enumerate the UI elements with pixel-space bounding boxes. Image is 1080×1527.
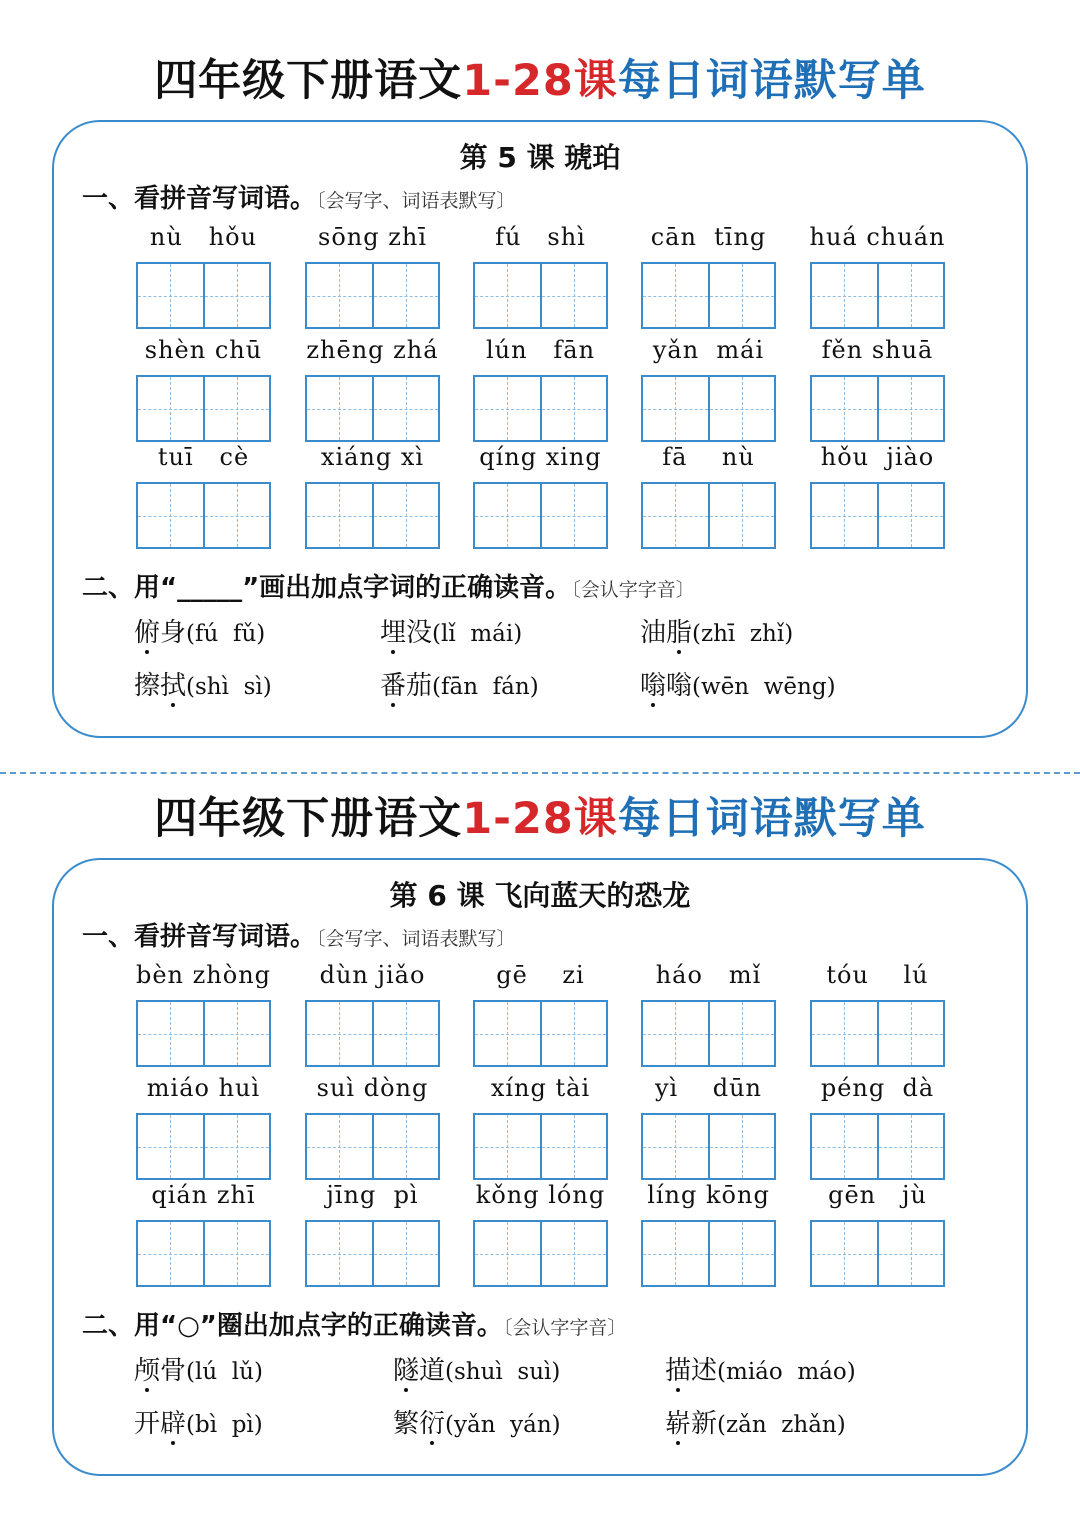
pinyin-label: miáo huì <box>146 1074 261 1102</box>
writing-grid[interactable] <box>810 375 945 442</box>
reading-choice-item[interactable] <box>393 1354 560 1389</box>
reading-options: (lú lǔ) <box>186 1359 263 1385</box>
writing-grid[interactable] <box>810 1113 945 1180</box>
reading-options: (miáo máo) <box>717 1359 856 1385</box>
character-box[interactable] <box>372 1002 439 1065</box>
character-box[interactable] <box>138 264 203 327</box>
dotted-char: 辟 <box>160 1409 187 1439</box>
writing-grid[interactable] <box>810 482 945 549</box>
reading-choice-item[interactable] <box>393 1407 561 1442</box>
character-box[interactable] <box>307 1002 372 1065</box>
lesson-title: 第 5 课 琥珀 <box>459 141 621 174</box>
character-box[interactable] <box>203 1115 270 1178</box>
word-char: 繁 <box>393 1409 420 1439</box>
lesson-title: 第 6 课 飞向蓝天的恐龙 <box>389 879 691 912</box>
lesson-panel <box>52 120 1028 738</box>
section-heading-pinyin <box>82 178 516 215</box>
pinyin-label: huá chuán <box>809 223 946 251</box>
character-box[interactable] <box>877 1115 944 1178</box>
dotted-char: 埋 <box>380 618 407 648</box>
writing-grid[interactable] <box>473 1113 608 1180</box>
dotted-char: 描 <box>665 1356 692 1386</box>
reading-choice-item[interactable] <box>665 1407 846 1442</box>
reading-options: (bì pì) <box>186 1412 263 1438</box>
character-box[interactable] <box>307 484 372 547</box>
word-item <box>136 335 271 445</box>
writing-grid[interactable] <box>810 262 945 329</box>
reading-choice-item[interactable] <box>134 1407 263 1442</box>
character-box[interactable] <box>138 1222 203 1285</box>
section-heading-reading <box>82 1305 626 1342</box>
page-title <box>0 794 1080 844</box>
reading-options: (shì sì) <box>186 674 272 700</box>
word-char: 骨 <box>160 1356 187 1386</box>
writing-grid[interactable] <box>305 375 440 442</box>
pinyin-label: dùn jiǎo <box>319 961 426 989</box>
writing-grid[interactable] <box>473 1000 608 1067</box>
writing-grid[interactable] <box>305 1000 440 1067</box>
character-box[interactable] <box>812 377 877 440</box>
pinyin-label: cān tīng <box>650 223 767 251</box>
character-box[interactable] <box>643 1115 708 1178</box>
character-box[interactable] <box>812 484 877 547</box>
character-box[interactable] <box>475 484 540 547</box>
character-box[interactable] <box>138 1002 203 1065</box>
character-box[interactable] <box>372 484 439 547</box>
pinyin-label: kǒng lóng <box>475 1181 606 1209</box>
title-part-dictation: 每日词语默写单 <box>617 794 926 844</box>
word-item <box>641 335 776 445</box>
dotted-char: 衍 <box>419 1409 446 1439</box>
dotted-char: 颅 <box>134 1356 161 1386</box>
writing-grid[interactable] <box>136 1113 271 1180</box>
character-box[interactable] <box>138 1115 203 1178</box>
pinyin-label: líng kōng <box>647 1181 770 1209</box>
pinyin-label: nù hǒu <box>149 223 258 251</box>
character-box[interactable] <box>812 1222 877 1285</box>
dotted-char: 拭 <box>160 671 187 701</box>
reading-choice-item[interactable] <box>134 669 272 704</box>
pinyin-label: suì dòng <box>316 1074 429 1102</box>
character-box[interactable] <box>138 377 203 440</box>
writing-grid[interactable] <box>136 262 271 329</box>
reading-options: (shuì suì) <box>445 1359 561 1385</box>
word-item <box>305 1073 440 1183</box>
writing-grid[interactable] <box>136 1220 271 1287</box>
word-item <box>641 1180 776 1290</box>
character-box[interactable] <box>643 264 708 327</box>
word-item <box>810 222 945 332</box>
pinyin-label: hǒu jiào <box>820 443 935 471</box>
writing-grid[interactable] <box>641 1000 776 1067</box>
pinyin-label: gēn jù <box>828 1181 927 1209</box>
word-item <box>473 222 608 332</box>
word-char: 没 <box>406 618 433 648</box>
dotted-char: 番 <box>380 671 407 701</box>
worksheet-lesson-6 <box>0 738 1080 1478</box>
reading-choice-item[interactable] <box>640 669 836 704</box>
writing-grid[interactable] <box>136 1000 271 1067</box>
section-note: 〔会认字字音〕 <box>502 1317 627 1339</box>
character-box[interactable] <box>877 377 944 440</box>
character-box[interactable] <box>540 264 607 327</box>
word-item <box>810 960 945 1070</box>
word-item <box>136 222 271 332</box>
section-note: 〔会写字、词语表默写〕 <box>316 190 516 212</box>
pinyin-label: qián zhī <box>151 1181 256 1209</box>
title-part-grade: 四年级下册语文 <box>154 56 463 106</box>
character-box[interactable] <box>540 377 607 440</box>
word-item <box>305 960 440 1070</box>
character-box[interactable] <box>877 264 944 327</box>
writing-grid[interactable] <box>136 482 271 549</box>
writing-grid[interactable] <box>305 1220 440 1287</box>
writing-grid[interactable] <box>641 262 776 329</box>
character-box[interactable] <box>138 484 203 547</box>
pinyin-label: péng dà <box>820 1074 935 1102</box>
character-box[interactable] <box>708 1002 775 1065</box>
word-item <box>136 1180 271 1290</box>
reading-options: (fān fán) <box>432 674 539 700</box>
character-box[interactable] <box>540 1002 607 1065</box>
character-box[interactable] <box>643 1002 708 1065</box>
character-box[interactable] <box>643 1222 708 1285</box>
dotted-char: 脂 <box>666 618 693 648</box>
pinyin-label: bèn zhòng <box>135 961 272 989</box>
word-item <box>136 442 271 552</box>
word-item <box>305 222 440 332</box>
character-box[interactable] <box>307 264 372 327</box>
pinyin-label: yǎn mái <box>652 336 765 364</box>
word-item <box>810 1180 945 1290</box>
reading-choice-item[interactable] <box>134 1354 263 1389</box>
word-item <box>473 1073 608 1183</box>
word-item <box>136 960 271 1070</box>
section-heading-reading <box>82 567 695 604</box>
word-char: 开 <box>134 1409 161 1439</box>
character-box[interactable] <box>203 264 270 327</box>
character-box[interactable] <box>203 377 270 440</box>
pinyin-label: gē zi <box>496 961 585 989</box>
title-part-lessons: 1-28课 <box>462 794 618 844</box>
page-title <box>0 56 1080 106</box>
writing-grid[interactable] <box>473 375 608 442</box>
character-box[interactable] <box>708 1115 775 1178</box>
title-part-grade: 四年级下册语文 <box>154 794 463 844</box>
word-item <box>305 442 440 552</box>
pinyin-label: fěn shuā <box>821 336 934 364</box>
pinyin-label: háo mǐ <box>655 961 762 989</box>
section-label: 一、看拼音写词语。 <box>82 922 317 952</box>
character-box[interactable] <box>307 1222 372 1285</box>
pinyin-label: fú shì <box>495 223 586 251</box>
pinyin-label: xiáng xì <box>320 443 425 471</box>
worksheet-lesson-5 <box>0 0 1080 740</box>
word-item <box>641 442 776 552</box>
writing-grid[interactable] <box>473 1220 608 1287</box>
lesson-panel <box>52 858 1028 1476</box>
character-box[interactable] <box>475 1222 540 1285</box>
pinyin-label: zhēng zhá <box>306 336 439 364</box>
word-item <box>641 960 776 1070</box>
character-box[interactable] <box>307 1115 372 1178</box>
reading-options: (fú fǔ) <box>186 621 266 647</box>
word-char: 述 <box>691 1356 718 1386</box>
dotted-char: 隧 <box>393 1356 420 1386</box>
character-box[interactable] <box>203 1222 270 1285</box>
word-item <box>305 1180 440 1290</box>
character-box[interactable] <box>540 484 607 547</box>
character-box[interactable] <box>812 1115 877 1178</box>
section-label: 一、看拼音写词语。 <box>82 184 317 214</box>
word-char: 身 <box>160 618 187 648</box>
writing-grid[interactable] <box>641 375 776 442</box>
dotted-char: 俯 <box>134 618 161 648</box>
writing-grid[interactable] <box>641 1220 776 1287</box>
dotted-char: 嗡 <box>640 671 667 701</box>
section-note: 〔会认字字音〕 <box>571 579 695 601</box>
word-char: 道 <box>419 1356 446 1386</box>
character-box[interactable] <box>812 264 877 327</box>
section-label: 二、用“○”圈出加点字的正确读音。 <box>82 1311 503 1341</box>
word-item <box>810 335 945 445</box>
reading-choice-item[interactable] <box>134 616 265 651</box>
writing-grid[interactable] <box>136 375 271 442</box>
writing-grid[interactable] <box>810 1000 945 1067</box>
character-box[interactable] <box>372 377 439 440</box>
word-char: 新 <box>691 1409 718 1439</box>
character-box[interactable] <box>203 1002 270 1065</box>
section-heading-pinyin <box>82 916 516 953</box>
character-box[interactable] <box>475 264 540 327</box>
character-box[interactable] <box>475 377 540 440</box>
character-box[interactable] <box>475 1002 540 1065</box>
section-label: 二、用“_____”画出加点字词的正确读音。 <box>82 573 572 603</box>
pinyin-label: tuī cè <box>157 443 250 471</box>
reading-options: (yǎn yán) <box>445 1412 561 1438</box>
pinyin-label: shèn chū <box>144 336 263 364</box>
reading-options: (zǎn zhǎn) <box>717 1412 846 1438</box>
word-item <box>305 335 440 445</box>
word-item <box>473 1180 608 1290</box>
character-box[interactable] <box>372 264 439 327</box>
character-box[interactable] <box>877 1002 944 1065</box>
character-box[interactable] <box>540 1222 607 1285</box>
reading-choice-item[interactable] <box>380 616 522 651</box>
word-item <box>473 442 608 552</box>
character-box[interactable] <box>475 1115 540 1178</box>
writing-grid[interactable] <box>305 262 440 329</box>
writing-grid[interactable] <box>473 482 608 549</box>
character-box[interactable] <box>708 1222 775 1285</box>
word-item <box>473 335 608 445</box>
writing-grid[interactable] <box>641 482 776 549</box>
pinyin-label: yì dūn <box>654 1074 763 1102</box>
pinyin-label: tóu lú <box>826 961 929 989</box>
writing-grid[interactable] <box>473 262 608 329</box>
character-box[interactable] <box>643 484 708 547</box>
dotted-char: 崭 <box>665 1409 692 1439</box>
reading-choice-item[interactable] <box>640 616 793 651</box>
character-box[interactable] <box>877 484 944 547</box>
writing-grid[interactable] <box>641 1113 776 1180</box>
character-box[interactable] <box>643 377 708 440</box>
character-box[interactable] <box>540 1115 607 1178</box>
reading-options: (zhī zhǐ) <box>692 621 794 647</box>
reading-choice-item[interactable] <box>665 1354 856 1389</box>
section-note: 〔会写字、词语表默写〕 <box>316 928 516 950</box>
character-box[interactable] <box>708 264 775 327</box>
pinyin-label: fā nù <box>662 443 755 471</box>
pinyin-label: xíng tài <box>490 1074 591 1102</box>
character-box[interactable] <box>307 377 372 440</box>
word-item <box>810 442 945 552</box>
word-char: 嗡 <box>666 671 693 701</box>
pinyin-label: jīng pì <box>326 1181 419 1209</box>
writing-grid[interactable] <box>305 482 440 549</box>
reading-choice-item[interactable] <box>380 669 539 704</box>
character-box[interactable] <box>812 1002 877 1065</box>
word-char: 油 <box>640 618 667 648</box>
title-part-lessons: 1-28课 <box>462 56 618 106</box>
character-box[interactable] <box>372 1115 439 1178</box>
writing-grid[interactable] <box>305 1113 440 1180</box>
writing-grid[interactable] <box>810 1220 945 1287</box>
word-item <box>810 1073 945 1183</box>
word-item <box>473 960 608 1070</box>
pinyin-label: qíng xing <box>479 443 602 471</box>
word-item <box>136 1073 271 1183</box>
character-box[interactable] <box>708 377 775 440</box>
word-item <box>641 222 776 332</box>
character-box[interactable] <box>708 484 775 547</box>
word-char: 擦 <box>134 671 161 701</box>
word-item <box>641 1073 776 1183</box>
pinyin-label: lún fān <box>485 336 596 364</box>
word-char: 茄 <box>406 671 433 701</box>
pinyin-label: sōng zhī <box>318 223 427 251</box>
reading-options: (wēn wēng) <box>692 674 836 700</box>
character-box[interactable] <box>203 484 270 547</box>
character-box[interactable] <box>372 1222 439 1285</box>
character-box[interactable] <box>877 1222 944 1285</box>
reading-options: (lǐ mái) <box>432 621 523 647</box>
title-part-dictation: 每日词语默写单 <box>617 56 926 106</box>
